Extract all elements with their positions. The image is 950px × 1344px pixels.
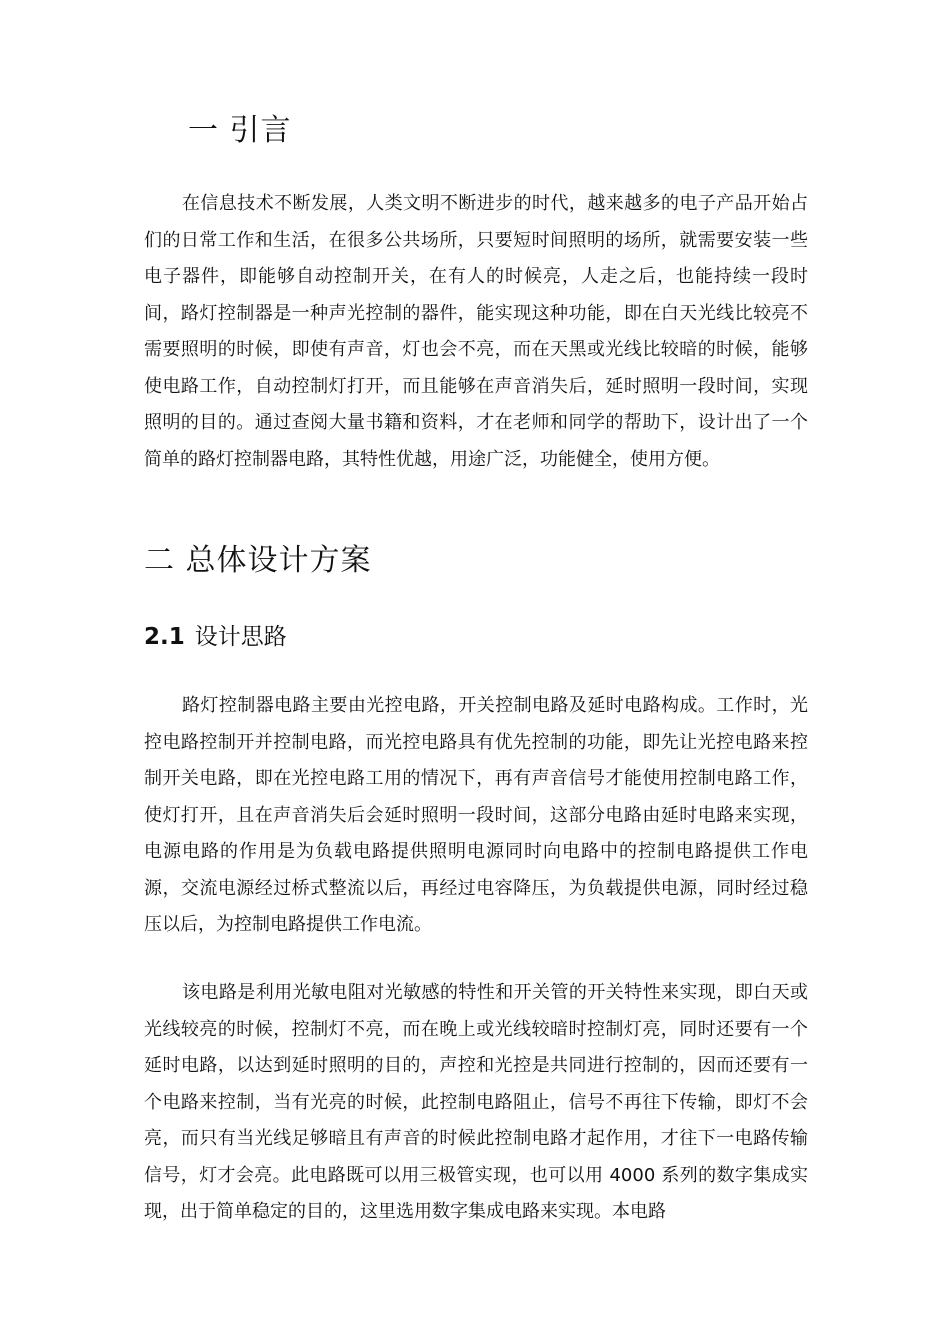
section-2-paragraph-1: 路灯控制器电路主要由光控电路，开关控制电路及延时电路构成。工作时，光控电路控制开并控制电路，而光控电路具有优先控制的功能，即先让光控电路来控制开关电路，即在光控电路工用的情况下，再有声音信号才能使用控制电路工作，使灯打开，且在声音消失后会延时照明一段时间，这部分电路由延时电路来实现，电源电路的作用是为负载电路提供照明电源同时向电路中的控制电路提供工作电源，交流电源经过桥式整流以后，再经过电容降压，为负载提供电源，同时经过稳压以后，为控制电路提供工作电流。 [144,695,808,935]
subsection-title: 设计思路 [194,624,287,650]
section-2-paragraph-2: 该电路是利用光敏电阻对光敏感的特性和开关管的开关特性来实现，即白天或光线较亮的时候，控制灯不亮，而在晚上或光线较暗时控制灯亮，同时还要有一个延时电路，以达到延时照明的目的，声控和光控是共同进行控制的，因而还要有一个电路来控制，当有光亮的时候，此控制电路阻止，信号不再往下传输，即灯不会亮，而只有当光线足够暗且有声音的时候此控制电路才起作用，才往下一电路传输信号，灯才会亮。此电路既可以用三极管实现，也可以用 4000 系列的数字集成实现，出于简单稳定的目的，这里选用数字集成电路来实现。本电路 [144,982,808,1222]
section-1-heading: 一 引言 [188,113,292,148]
subsection-2-1-heading [144,626,287,649]
subsection-number: 2.1 [144,624,185,650]
section-1-paragraph: 在信息技术不断发展，人类文明不断进步的时代，越来越多的电子产品开始占们的日常工作和生活，在很多公共场所，只要短时间照明的场所，就需要安装一些电子器件，即能够自动控制开关，在有人的时候亮，人走之后，也能持续一段时间，路灯控制器是一种声光控制的器件，能实现这种功能，即在白天光线比较亮不需要照明的时候，即使有声音，灯也会不亮，而在天黑或光线比较暗的时候，能够使电路工作，自动控制灯打开，而且能够在声音消失后，延时照明一段时间，实现照明的目的。通过查阅大量书籍和资料，才在老师和同学的帮助下，设计出了一个简单的路灯控制器电路，其特性优越，用途广泛，功能健全，使用方便。 [144,193,808,470]
section-2-heading: 二 总体设计方案 [144,543,372,578]
